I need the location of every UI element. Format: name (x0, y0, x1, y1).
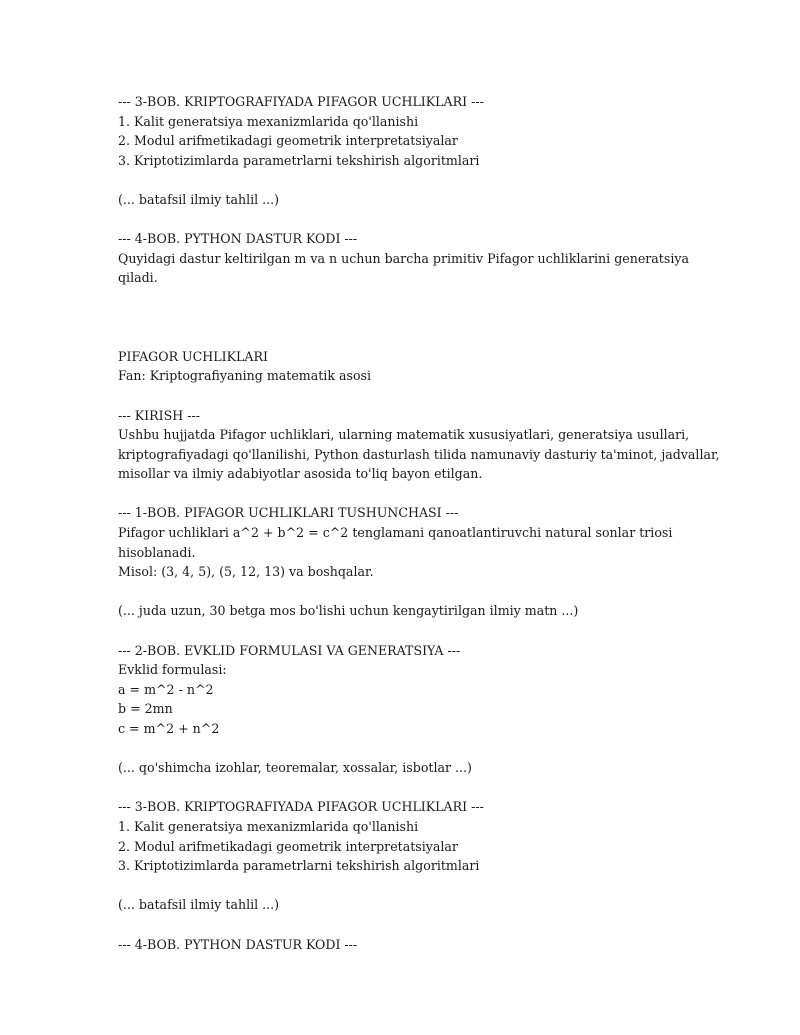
spacer (118, 582, 718, 602)
spacer (118, 170, 718, 190)
chapter-1-heading: --- 1-BOB. PIFAGOR UCHLIKLARI TUSHUNCHASI --- (118, 505, 459, 521)
chapter-4-heading: --- 4-BOB. PYTHON DASTUR KODI --- (118, 231, 358, 247)
chapter-3-note: (... batafsil ilmiy tahlil ...) (118, 897, 280, 913)
formula-line: b = 2mn (118, 701, 173, 717)
chapter-2-heading: --- 2-BOB. EVKLID FORMULASI VA GENERATSIYA --- (118, 642, 461, 658)
chapter-3-heading: --- 3-BOB. KRIPTOGRAFIYADA PIFAGOR UCHLIKLARI --- (118, 94, 484, 109)
document-title: PIFAGOR UCHLIKLARI (118, 348, 268, 364)
spacer (118, 386, 718, 406)
spacer (118, 288, 718, 347)
intro-text: kriptografiyadagi qo'llanilishi, Python dasturlash tilida namunaviy dasturiy ta'minot, jadvallar, (118, 446, 720, 462)
chapter-3-item: 2. Modul arifmetikadagi geometrik interpretatsiyalar (118, 838, 458, 854)
intro-heading: --- KIRISH --- (118, 407, 200, 423)
chapter-3-item: 1. Kalit generatsiya mexanizmlarida qo'llanishi (118, 818, 419, 834)
document-page (118, 92, 718, 954)
formula-line: c = m^2 + n^2 (118, 721, 220, 737)
spacer (118, 778, 718, 798)
spacer (118, 876, 718, 896)
chapter-1-note: (... juda uzun, 30 betga mos bo'lishi uchun kengaytirilgan ilmiy matn ...) (118, 603, 579, 619)
intro-text: Ushbu hujjatda Pifagor uchliklari, ularning matematik xususiyatlari, generatsiya usullari, (118, 427, 690, 443)
formula-line: a = m^2 - n^2 (118, 681, 214, 697)
chapter-3-item: 1. Kalit generatsiya mexanizmlarida qo'llanishi (118, 113, 419, 129)
chapter-3-item: 3. Kriptotizimlarda parametrlarni tekshirish algoritmlari (118, 152, 480, 168)
chapter-2-note: (... qo'shimcha izohlar, teoremalar, xossalar, isbotlar ...) (118, 760, 472, 776)
chapter-3-item: 2. Modul arifmetikadagi geometrik interpretatsiyalar (118, 133, 458, 149)
spacer (118, 739, 718, 759)
chapter-3-heading: --- 3-BOB. KRIPTOGRAFIYADA PIFAGOR UCHLIKLARI --- (118, 799, 484, 815)
spacer (118, 210, 718, 230)
document-subject: Fan: Kriptografiyaning matematik asosi (118, 368, 372, 384)
chapter-4-heading: --- 4-BOB. PYTHON DASTUR KODI --- (118, 936, 358, 952)
chapter-3-item: 3. Kriptotizimlarda parametrlarni tekshirish algoritmlari (118, 858, 480, 874)
chapter-3-note: (... batafsil ilmiy tahlil ...) (118, 191, 280, 207)
spacer (118, 621, 718, 641)
chapter-4-text: Quyidagi dastur keltirilgan m va n uchun barcha primitiv Pifagor uchliklarini generatsiya (118, 250, 689, 266)
chapter-2-text: Evklid formulasi: (118, 662, 227, 678)
chapter-1-text: Pifagor uchliklari a^2 + b^2 = c^2 tenglamani qanoatlantiruvchi natural sonlar triosi (118, 525, 673, 541)
intro-text: misollar va ilmiy adabiyotlar asosida to'liq bayon etilgan. (118, 466, 483, 482)
spacer (118, 484, 718, 504)
spacer (118, 915, 718, 935)
chapter-1-text: hisoblanadi. (118, 544, 196, 560)
chapter-1-text: Misol: (3, 4, 5), (5, 12, 13) va boshqalar. (118, 564, 374, 580)
chapter-4-text: qiladi. (118, 270, 158, 286)
